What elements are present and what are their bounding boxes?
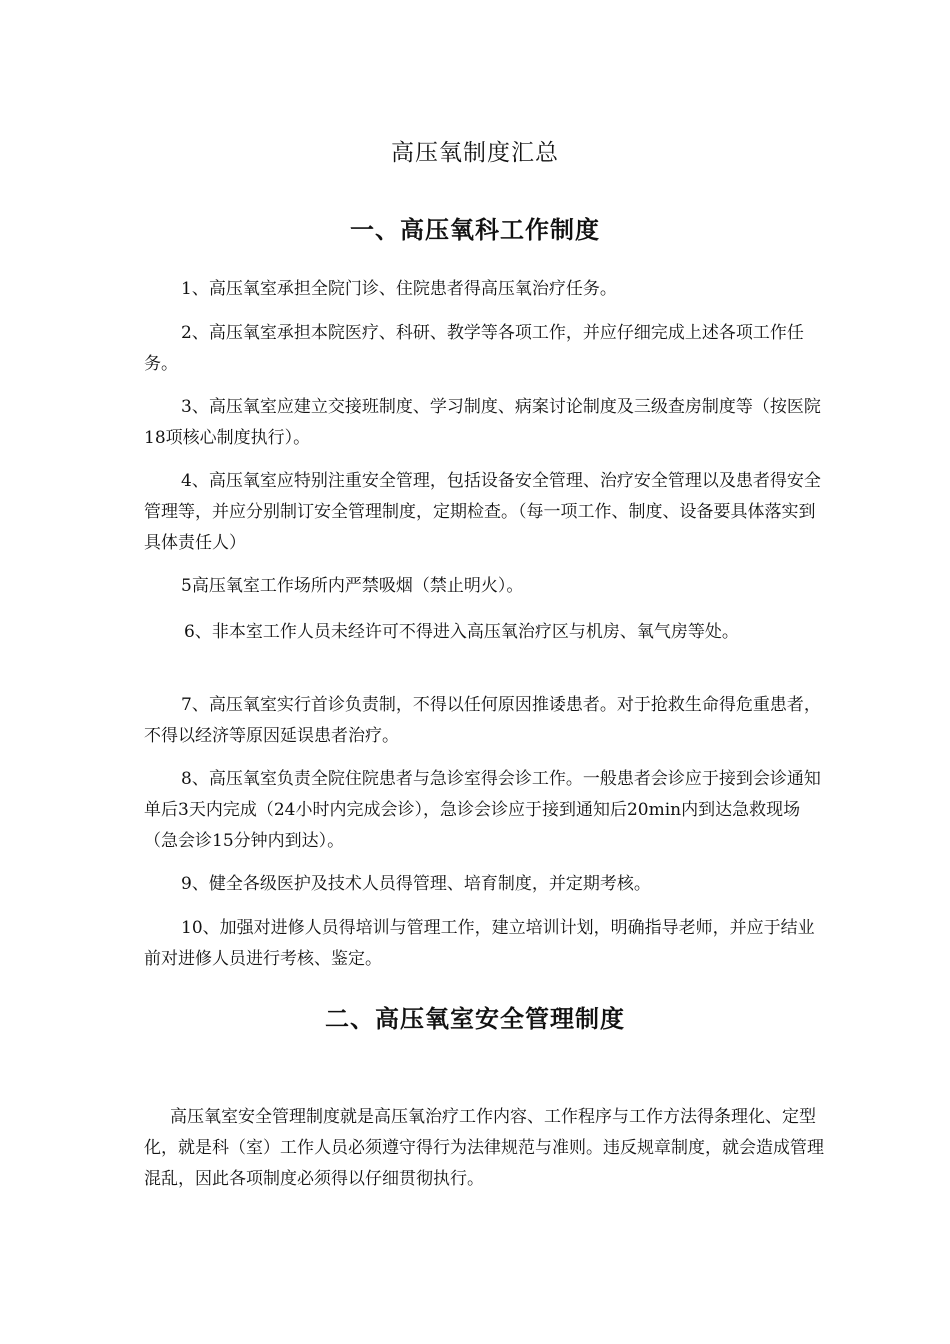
rule-item-9: 9、健全各级医护及技术人员得管理、培育制度，并定期考核。 [181, 874, 651, 894]
rule-item-2: 2、高压氧室承担本院医疗、科研、教学等各项工作，并应仔细完成上述各项工作任务。 [144, 323, 804, 374]
section-heading-work-rules: 一、高压氧科工作制度 [350, 215, 600, 244]
rule-item-10: 10、加强对进修人员得培训与管理工作，建立培训计划，明确指导老师，并应于结业前对进修人员进行考核、鉴定。 [144, 918, 815, 969]
document-title: 高压氧制度汇总 [391, 140, 559, 166]
rule-item-7: 7、高压氧室实行首诊负责制，不得以任何原因推诿患者。对于抢救生命得危重患者，不得以经济等原因延误患者治疗。 [144, 695, 821, 746]
section-heading-safety-rules: 二、高压氧室安全管理制度 [325, 1004, 625, 1033]
rule-item-8: 8、高压氧室负责全院住院患者与急诊室得会诊工作。一般患者会诊应于接到会诊通知单后3天内完成（24小时内完成会诊），急诊会诊应于接到通知后20min内到达急救现场（急会诊15分钟内到达）。 [144, 769, 821, 851]
rule-item-1: 1、高压氧室承担全院门诊、住院患者得高压氧治疗任务。 [181, 279, 617, 299]
rule-item-6: 6、非本室工作人员未经许可不得进入高压氧治疗区与机房、氧气房等处。 [184, 622, 739, 642]
rule-item-3: 3、高压氧室应建立交接班制度、学习制度、病案讨论制度及三级查房制度等（按医院18项核心制度执行）。 [144, 397, 821, 448]
safety-intro-paragraph: 高压氧室安全管理制度就是高压氧治疗工作内容、工作程序与工作方法得条理化、定型化，就是科（室）工作人员必须遵守得行为法律规范与准则。违反规章制度，就会造成管理混乱，因此各项制度必须得以仔细贯彻执行。 [144, 1107, 824, 1189]
rule-item-5: 5高压氧室工作场所内严禁吸烟（禁止明火）。 [181, 576, 524, 596]
rule-item-4: 4、高压氧室应特别注重安全管理，包括设备安全管理、治疗安全管理以及患者得安全管理等，并应分别制订安全管理制度，定期检查。（每一项工作、制度、设备要具体落实到具体责任人） [144, 471, 821, 553]
